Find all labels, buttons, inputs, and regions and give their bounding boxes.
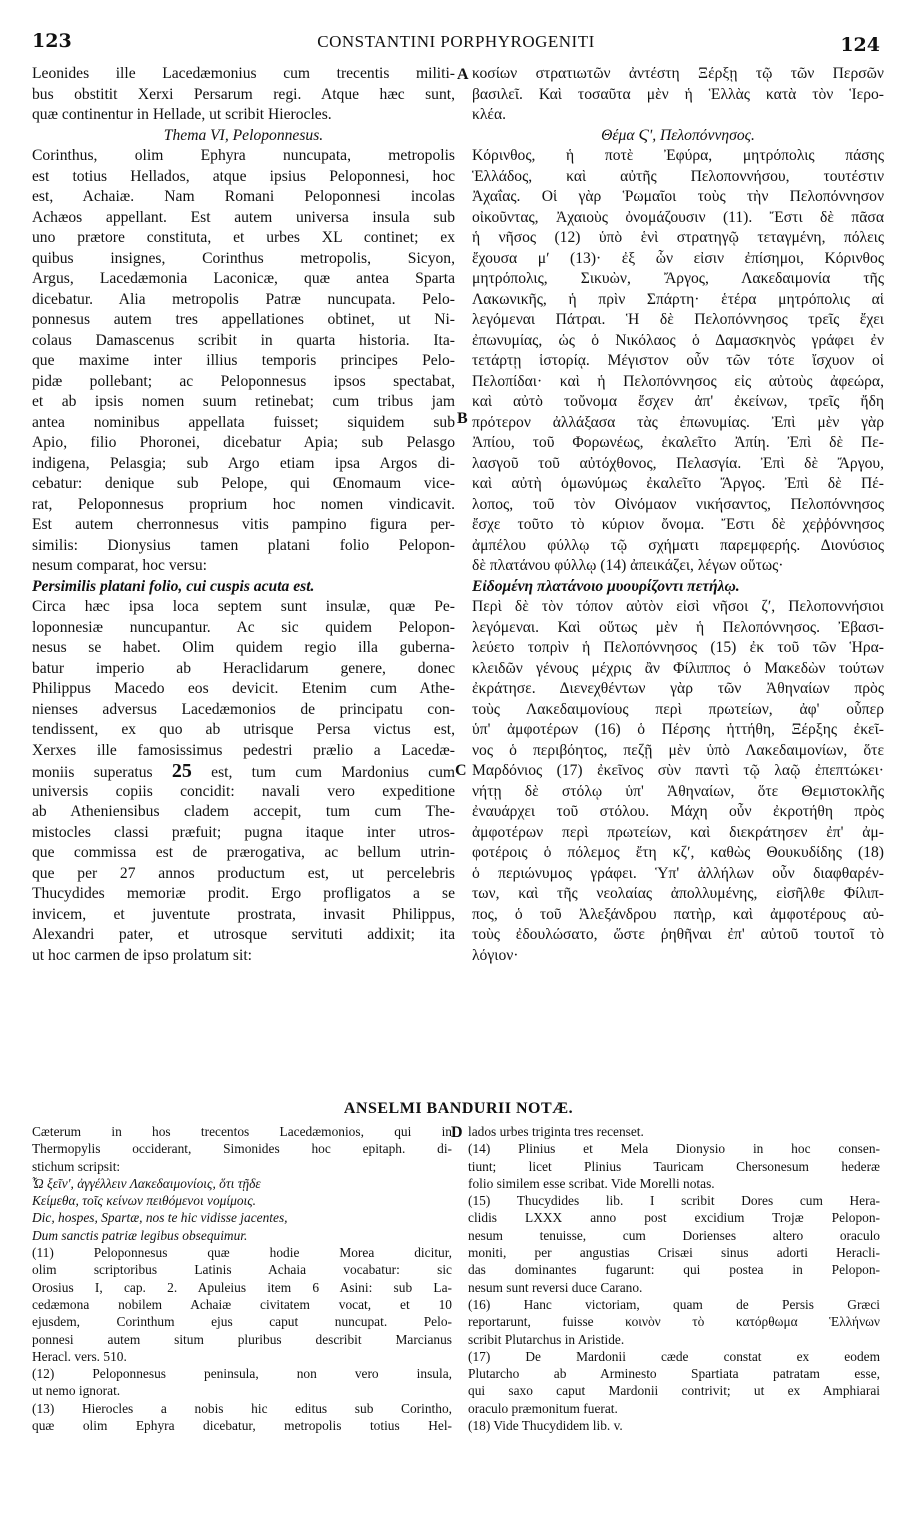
latin-text-line: pidæ pollebant; ac Peloponnesus ipsos spectabat,	[32, 372, 455, 390]
greek-text-line: τοὺς ἐδουλώσατο, ὥστε ῥηθῆναι ἐπ' αὐτοῦ τουτοῖ τὸ	[472, 926, 884, 943]
latin-text-line: Circa hæc ipsa loca septem sunt insulæ, quæ Pe-	[32, 598, 455, 615]
note-line: folio similem esse scribat. Vide Morelli notas.	[468, 1175, 715, 1191]
note-line: (17) De Mardonii cæde constat ex eodem	[468, 1348, 880, 1364]
greek-text-line: λοπος, τοῦ τὸν Οἰνόμαον νικήσαντος, Πελοπόννησος	[472, 495, 884, 513]
greek-text-line: λόγιον·	[472, 946, 519, 964]
latin-text-line: colaus Damascenus scribit in quarta historia. Ita-	[32, 331, 455, 349]
latin-text-line: bus obstitit Xerxi Persarum regi. Atque hæc sunt,	[32, 85, 455, 103]
note-line: (13) Hierocles a nobis hic editus sub Corintho,	[32, 1400, 452, 1416]
greek-text-line: τετάρτῃ ἱστορίᾳ. Μέγιστον οὖν τῶν τότε ἴσχυον οἱ	[472, 352, 884, 369]
latin-text-line: que maxime inter illius temporis principes Pelo-	[32, 352, 455, 369]
greek-text-line: Κόρινθος, ἡ ποτὲ Ἐφύρα, μητρόπολις πάσης	[472, 147, 884, 164]
latin-text-line: ponnesus autem tres appellationes obtinet, ut Ni-	[32, 311, 455, 328]
page-number-right: 124	[840, 34, 880, 56]
greek-text-line: κλειδῶν γένους μέχρις ἂν Φίλιππος ὁ Μακεδὼν τούτων	[472, 659, 884, 677]
latin-text-line: et ab ipsis nomen suum retinebat; cum tribus jam	[32, 393, 455, 410]
note-line: ponnesi autem situm pluribus describit Marcianus	[32, 1331, 452, 1347]
greek-text-line: βασιλεῖ. Καὶ τοσαῦτα μὲν ἡ Ἑλλὰς κατὰ τὸν Ἱερο-	[472, 85, 884, 103]
latin-text-line: indigena, Pelasgia; sub Argo etiam ipsa Argos di-	[32, 454, 455, 472]
greek-text-line: μητρόπολις, Σικυὼν, Ἄργος, Λακεδαιμονία τῆς	[472, 270, 884, 287]
latin-text-line: Thucydides memoriæ prodit. Ergo profligatos a se	[32, 885, 455, 902]
note-line: (11) Peloponnesus quæ hodie Morea dicitur,	[32, 1245, 452, 1261]
latin-text-line: Persimilis platani folio, cui cuspis acuta est.	[32, 577, 315, 595]
note-line: stichum scripsit:	[32, 1158, 121, 1174]
latin-text-line: nesum comparat, hoc versu:	[32, 557, 207, 574]
greek-text-line: Μαρδόνιος (17) ἐκεῖνος σὺν παντὶ τῷ λαῷ ἐπεπτώκει·	[472, 762, 884, 779]
latin-text-line: Thema VI, Peloponnesus.	[163, 126, 324, 144]
latin-text-line: tendissent, ex quo ab utrisque Persa victus est,	[32, 721, 455, 738]
note-line: nesum sunt reversi duce Carano.	[468, 1279, 643, 1295]
greek-text-line: καὶ αὐτὸ τοὔνομα ἔσχεν ἀπ' ἐκείνων, τρεῖς ἤδη	[472, 393, 884, 410]
latin-text-line: invicem, et juventute prostrata, invasit Philippus,	[32, 905, 455, 923]
greek-text-line: λεύετο τοπρὶν ἡ Πελοπόννησος (15) ἐκ τοῦ τῶν Ἡρα-	[472, 639, 884, 656]
section-marker-a: A	[457, 66, 469, 83]
note-line: reportarunt, fuisse κοινὸν τὸ κατόρθωμα Ἑλλήνων	[468, 1314, 880, 1330]
latin-text-line: Achæos appellant. Est autem universa insula sub	[32, 208, 455, 226]
running-title: CONSTANTINI PORPHYROGENITI	[317, 32, 595, 51]
greek-text-line: φοτέροις ὁ πόλεμος ἔτη κζʹ, καθὼς Θουκυδίδης (18)	[472, 844, 884, 861]
latin-text-line: cebatur: denique sub Pelope, qui Œnomaum vice-	[32, 475, 455, 492]
page-header	[32, 30, 880, 58]
note-line: Plutarcho ab Arminesto Spartiata patratam esse,	[468, 1366, 880, 1382]
latin-text-line: nienses adversus Lacedæmonios de principatu con-	[32, 700, 455, 718]
latin-text-line: quibus insignes, Corinthus metropolis, Sicyon,	[32, 249, 455, 267]
greek-text-line: Θέμα Ϛʹ, Πελοπόννησος.	[601, 126, 755, 144]
greek-text-line: των, καὶ τῆς νεολαίας ἀπολλυμένης, εἰσῆλθε Φίλιπ-	[472, 885, 884, 902]
latin-text-line: Alexandri pater, et utrosque servituti addixit; ita	[32, 926, 455, 943]
latin-text-line: loponnesiæ nuncupantur. Ac sic quidem Pelopon-	[32, 618, 455, 636]
greek-text-line: Περὶ δὲ τὸν τόπον αὐτὸν εἰσὶ νῆσοι ζʹ, Πελοποννήσιοι	[472, 598, 884, 615]
greek-text-line: ὑπ' ἀμφοτέρων (16) ὁ Πέρσης ἡττήθη, Ξέρξης ἐκεῖ-	[472, 721, 884, 738]
note-line: (14) Plinius et Mela Dionysio in hoc consen-	[468, 1141, 880, 1157]
greek-text-line: Πελοπίδαι· καὶ ἡ Πελοπόννησος εἰς αὐτοὺς ἀφεώρα,	[472, 372, 884, 390]
note-line: scribit Plutarchus in Aristide.	[468, 1331, 625, 1347]
note-line: ejusdem, Corinthum ejus caput nuncupat. Pelo-	[32, 1314, 452, 1330]
greek-text-line: ἐναυάρχει τοῦ στόλου. Μάχη οὖν ἐκροτήθη πρὸς	[472, 803, 884, 820]
latin-text-line: Leonides ille Lacedæmonius cum trecentis militi-	[32, 65, 455, 82]
latin-text-line: dicebatur. Alia metropolis Patræ nuncupata. Pelo-	[32, 290, 455, 308]
greek-text-line: ἡ νῆσος (12) ὑπὸ ἑνὶ στρατηγῷ τεταγμένη, πόλεις	[472, 229, 884, 246]
note-line: clidis LXXX anno post excidium Trojæ Pelopon-	[468, 1210, 880, 1226]
greek-text-line: τοὺς Λακεδαιμονίους περὶ πρωτείων, ἀφ' οὗπερ	[472, 700, 884, 718]
greek-text-line: λεγόμεναι. Καὶ οὕτως μὲν ἡ Πελοπόννησος. Ἐβασι-	[472, 618, 884, 636]
greek-text-line: καὶ αὐτὴ ὁμωνύμως ἐκαλεῖτο Ἄργος. Ἐπὶ δὲ Πέ-	[472, 475, 884, 492]
greek-text-line: οἰκοῦντας, Ἀχαιοὺς ὀνομάζουσιν (11). Ἔστι δὲ πᾶσα	[472, 208, 884, 226]
greek-text-line: κλέα.	[472, 106, 507, 123]
note-line: cedæmona nobilem Achaiæ civitatem vocat, et 10	[32, 1296, 452, 1312]
note-line: tiunt; licet Plinius Tauricam Chersonesum hederæ	[468, 1158, 880, 1174]
note-line: Dum sanctis patriæ legibus obsequimur.	[32, 1227, 248, 1243]
greek-text-line: ὁ περιώνυμος γράφει. Ὑπ' ἀλλήλων οὖν διαφθαρέν-	[472, 864, 884, 882]
note-line: das dominantes fugarunt: qui postea in Pelopon-	[468, 1262, 880, 1278]
latin-text-line: quæ continentur in Hellade, ut scribit Hierocles.	[32, 106, 332, 123]
note-line: lados urbes triginta tres recenset.	[468, 1124, 644, 1139]
notes-right-column	[468, 1123, 880, 1434]
greek-text-line: Ἀχαΐας. Οἱ γὰρ Ῥωμαῖοι τοὺς τὴν Πελοπόννησον	[472, 188, 884, 205]
greek-text-line: Λακωνικῆς, ἡ πρὶν Σπάρτη· ἑτέρα μητρόπολις αἱ	[472, 290, 884, 308]
latin-text-line: mistocles classi præfuit; pugna itaque inter utros-	[32, 823, 455, 841]
latin-text-line: uno prætore constituta, et urbes XL continet; ex	[32, 229, 455, 246]
latin-text-line: Xerxes ille famosissimus pedestri prælio a Lacedæ-	[32, 741, 455, 759]
notes-title: ANSELMI BANDURII NOTÆ.	[343, 1100, 574, 1117]
note-line: Κείμεθα, τοῖς κείνων πειθόμενοι νομίμοις.	[32, 1193, 257, 1209]
greek-text-line: ἐπωνυμίας, ὡς ὁ Νικόλαος ὁ Δαμασκηνὸς γράφει ἐν	[472, 331, 884, 349]
note-line: oraculo præmonitum fuerat.	[468, 1400, 618, 1416]
note-line: Ὦ ξεῖν', ἀγγέλλειν Λακεδαιμονίοις, ὅτι τῇδε	[32, 1175, 261, 1191]
greek-text-line: νος ὁ περιβόητος, πεζῇ μὲν ὑπὸ Λακεδαιμονίων, ὅτε	[472, 741, 884, 759]
greek-text-line: ἔσχε τοῦτο τὸ κύριον ὄνομα. Ἔστι δὲ χεῤῥόννησος	[472, 516, 884, 533]
latin-text-line: Est autem cherronnesus vitis pampino figura per-	[32, 516, 455, 533]
note-line: moniti, per angustias Crisæi sinus adorti Heracli-	[468, 1245, 880, 1261]
greek-text-line: δὲ πλατάνου φύλλῳ (14) ἀπεικάζει, λέγων οὕτως·	[472, 557, 784, 574]
note-line: qui saxo caput Mardonii contrivit; ut ex Amphiarai	[468, 1383, 880, 1399]
section-marker-b: B	[457, 410, 468, 427]
latin-text-line: Argus, Lacedæmonia Laconicæ, quæ antea Sparta	[32, 270, 455, 287]
note-line: (12) Peloponnesus peninsula, non vero insula,	[32, 1366, 452, 1382]
latin-text-line: ut hoc carmen de ipso prolatum sit:	[32, 946, 252, 964]
latin-text-line: que commissa est de prærogativa, ac bellum utrin-	[32, 844, 455, 861]
greek-text-line: κοσίων στρατιωτῶν ἀντέστη Ξέρξῃ τῷ τῶν Περσῶν	[472, 65, 884, 82]
latin-text-line: moniis superatus 25 est, tum cum Mardonius cum	[32, 761, 455, 782]
latin-text-line: que per 27 annos productum est, ut percelebris	[32, 864, 455, 882]
latin-text-line: nesus se habet. Olim quidem regio illa guberna-	[32, 639, 455, 656]
greek-text-line: ἀμπέλου φύλλῳ τῷ σχήματι παρεμφερής. Διονύσιος	[472, 536, 884, 554]
page-number-left: 123	[32, 30, 72, 52]
latin-text-line: rat, Peloponnesus proprium hoc nomen vindicavit.	[32, 495, 455, 513]
note-line: quæ olim Ephyra dicebatur, metropolis totius Hel-	[32, 1418, 452, 1434]
greek-column	[472, 64, 884, 966]
latin-text-line: universis copiis concidit: navali vero expeditione	[32, 782, 455, 800]
note-line: (18) Vide Thucydidem lib. v.	[468, 1418, 623, 1434]
note-line: olim scriptoribus Latinis Achaia vocabatur: sic	[32, 1262, 452, 1278]
greek-text-line: λεγόμεναι Πάτραι. Ἡ δὲ Πελοπόννησος τρεῖς ἔχει	[472, 311, 884, 328]
latin-text-line: ab Atheniensibus cladem accepit, tum cum The-	[32, 803, 455, 820]
latin-text-line: batur imperio ab Heraclidarum genere, donec	[32, 659, 455, 677]
greek-text-line: νήτῃ δὲ στόλῳ ὑπ' Ἀθηναίων, ὅτε Θεμιστοκλῆς	[472, 782, 884, 800]
note-line: (15) Thucydides lib. I scribit Dores cum Hera-	[468, 1193, 880, 1209]
latin-text-line: Apio, filio Phoronei, dicebatur Apia; sub Pelasgo	[32, 434, 455, 451]
note-line: Orosius I, cap. 2. Apuleius item 6 Asini: sub La-	[32, 1279, 452, 1295]
latin-text-line: Corinthus, olim Ephyra nuncupata, metropolis	[32, 147, 455, 164]
note-line: Heracl. vers. 510.	[32, 1348, 127, 1364]
greek-text-line: πος, ὁ τοῦ Ἀλεξάνδρου πατὴρ, καὶ ἀμφοτέρους αὐ-	[472, 905, 884, 923]
signature-number: 25	[171, 761, 192, 782]
notes-left-column	[32, 1123, 452, 1434]
note-line: Cæterum in hos trecentos Lacedæmonios, qui in	[32, 1124, 452, 1139]
latin-text-line: est totius Hellados, atque ipsius Peloponnesi, hoc	[32, 167, 455, 185]
latin-text-line: similis: Dionysius tamen platani folio Pelopon-	[32, 536, 455, 554]
greek-text-line: πρότερον ἀλλάξασα τὰς ἐπωνυμίας. Ἐπὶ μὲν γὰρ	[472, 413, 884, 431]
section-marker-c: C	[455, 762, 467, 779]
note-line: (16) Hanc victoriam, quam de Persis Græci	[468, 1296, 880, 1312]
greek-text-line: ἔχουσα μʹ (13)· ἐξ ὧν εἰσιν ἐπίσημοι, Κόρινθος	[472, 249, 884, 267]
note-line: nesum tenuisse, cum Dorienses altero oraculo	[468, 1227, 880, 1243]
greek-text-line: ἐκράτησε. Διενεχθέντων γὰρ τῶν Ἀθηναίων πρὸς	[472, 680, 884, 697]
latin-text-line: est, Achaiæ. Nam Romani Peloponnesi incolas	[32, 188, 455, 205]
latin-text-line: Philippus Macedo eos devicit. Etenim cum Athe-	[32, 680, 455, 697]
greek-text-line: Ἀπίου, τοῦ Φορωνέως, ἐκαλεῖτο Ἀπίη. Ἐπὶ δὲ Πε-	[472, 434, 884, 451]
note-line: Thermopylis occiderant, Simonides hoc epitaph. di-	[32, 1141, 452, 1157]
greek-text-line: ἀμφοτέρων περὶ πρωτείων, καὶ διεκράτησεν ἐπ' ἀμ-	[472, 823, 884, 841]
latin-text-line: antea nominibus appellata fuisset; siquidem sub	[32, 413, 455, 431]
section-marker-d: D	[451, 1124, 463, 1141]
greek-text-line: Εἰδομένη πλατάνοιο μυουρίζοντι πετήλῳ.	[472, 577, 740, 595]
greek-text-line: λασγοῦ τοῦ αὐτόχθονος, Πελασγία. Ἐπὶ δὲ Ἄργου,	[472, 454, 884, 472]
greek-text-line: Ἑλλάδος, καὶ αὐτῆς Πελοποννήσου, τουτέστιν	[472, 167, 884, 185]
note-line: Dic, hospes, Spartæ, nos te hic vidisse jacentes,	[32, 1210, 288, 1226]
latin-column	[32, 64, 455, 966]
note-line: ut nemo ignorat.	[32, 1383, 121, 1399]
